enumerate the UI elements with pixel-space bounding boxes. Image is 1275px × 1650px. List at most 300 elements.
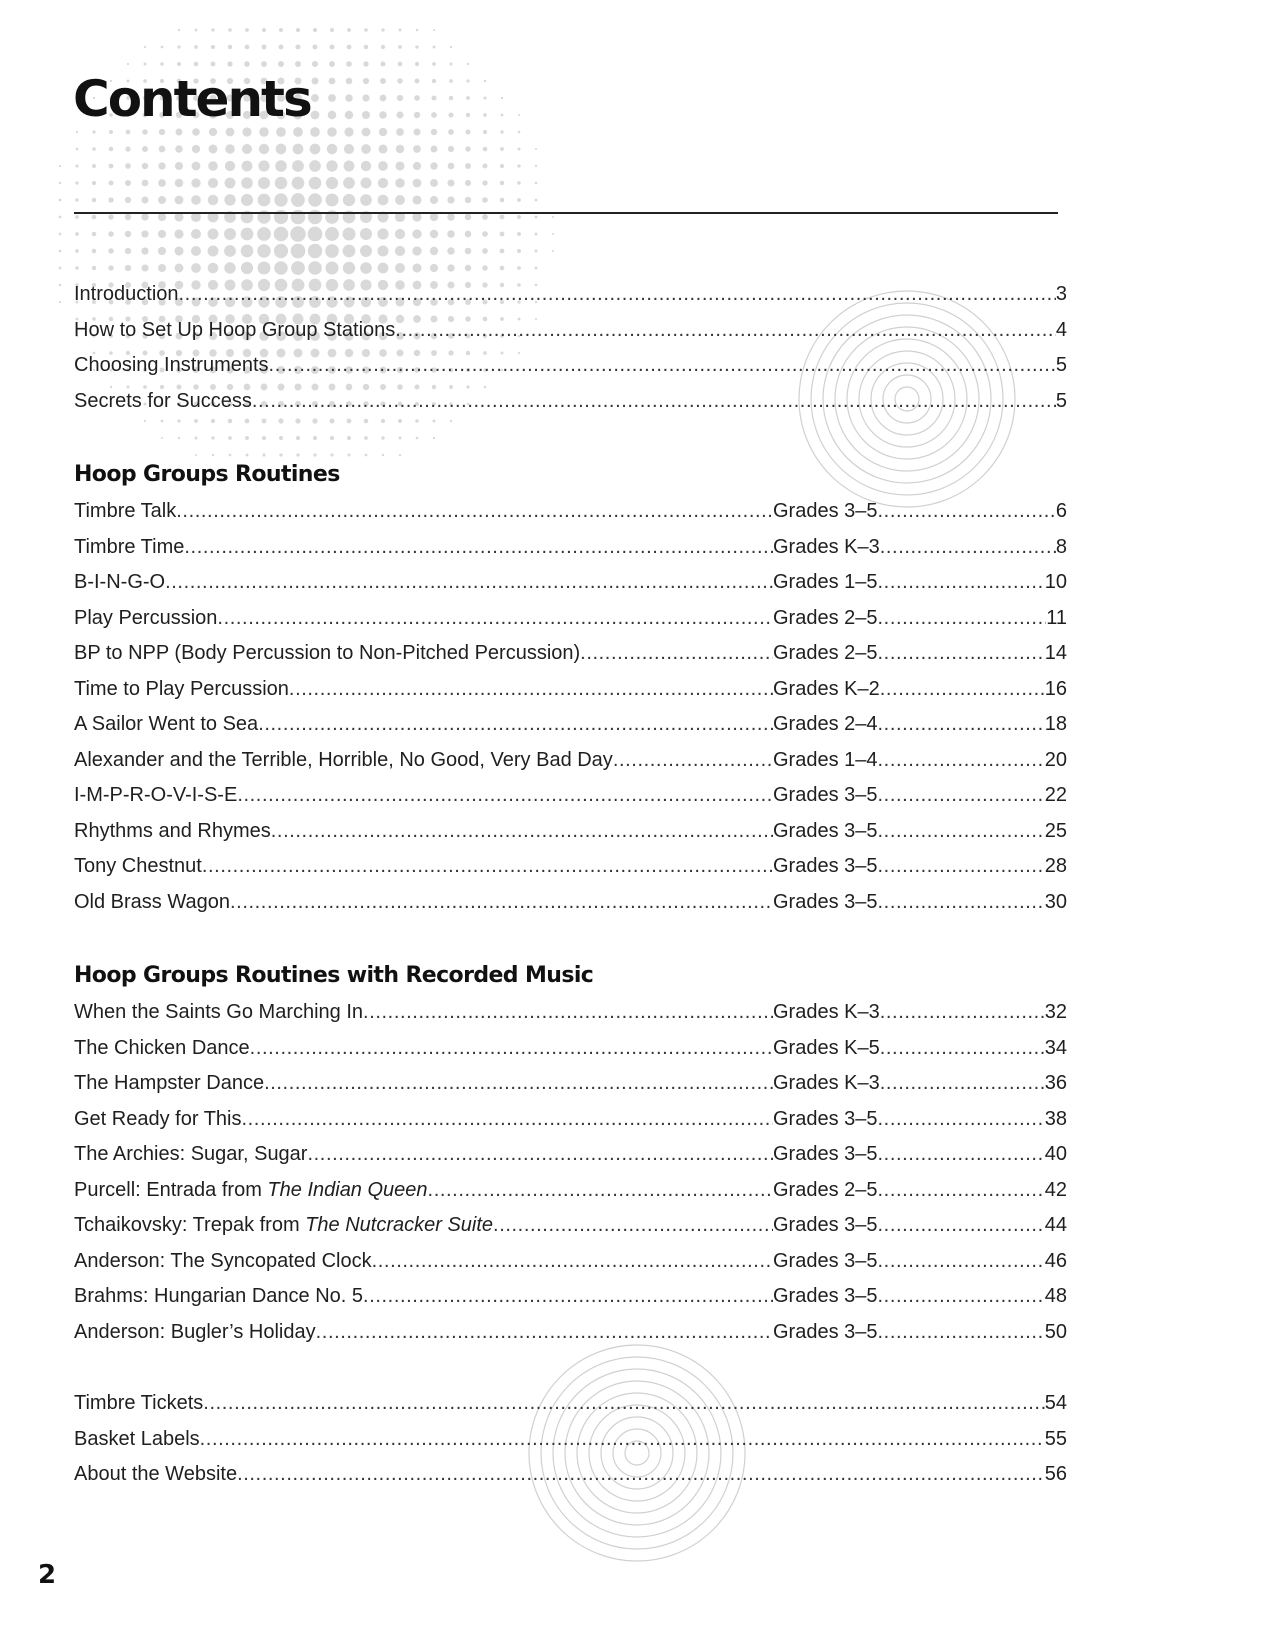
entry-page: 14 — [1044, 642, 1067, 664]
halftone-dot — [175, 179, 184, 188]
halftone-dot — [416, 29, 419, 32]
halftone-dot — [517, 266, 521, 270]
toc-entry[interactable] — [74, 530, 1067, 566]
halftone-dot — [278, 61, 284, 67]
halftone-dot — [258, 262, 271, 275]
dot-leader — [878, 849, 1045, 885]
halftone-dot — [258, 194, 271, 207]
halftone-dot — [500, 215, 505, 220]
halftone-dot — [92, 249, 97, 254]
halftone-dot — [518, 131, 521, 134]
halftone-dot — [108, 231, 114, 237]
halftone-dot — [397, 78, 402, 83]
entry-left — [74, 995, 773, 1031]
halftone-dot — [483, 147, 488, 152]
halftone-dot — [127, 63, 129, 65]
halftone-dot — [59, 182, 61, 184]
halftone-dot — [433, 46, 436, 49]
halftone-dot — [344, 144, 354, 154]
halftone-dot — [483, 130, 487, 134]
halftone-dot — [292, 177, 305, 190]
toc-entry[interactable] — [74, 1315, 1067, 1351]
toc-entry-secrets-for-success[interactable] — [74, 384, 1067, 420]
halftone-dot — [241, 177, 253, 189]
halftone-dot — [158, 264, 166, 272]
halftone-dot — [483, 113, 487, 117]
halftone-dot — [159, 146, 166, 153]
halftone-dot — [76, 131, 78, 133]
halftone-dot — [415, 62, 419, 66]
halftone-dot — [535, 250, 538, 253]
halftone-dot — [483, 96, 486, 99]
halftone-dot — [329, 61, 335, 67]
dot-leader — [878, 1137, 1045, 1173]
halftone-dot — [174, 246, 183, 255]
toc-entry[interactable] — [74, 743, 1067, 779]
toc-entry[interactable] — [74, 565, 1067, 601]
halftone-dot — [308, 261, 322, 275]
halftone-dot — [75, 164, 78, 167]
halftone-dot — [413, 145, 421, 153]
toc-entry[interactable] — [74, 1208, 1067, 1244]
halftone-dot — [447, 196, 454, 203]
halftone-dot — [518, 148, 521, 151]
halftone-dot — [329, 78, 336, 85]
halftone-dot — [275, 177, 288, 190]
halftone-dot — [295, 44, 300, 49]
toc-entry[interactable] — [74, 995, 1067, 1031]
halftone-dot — [194, 62, 199, 67]
entry-page: 56 — [1044, 1463, 1067, 1485]
entry-title: Secrets for Success — [74, 389, 252, 412]
halftone-dot — [362, 111, 370, 119]
halftone-dot — [125, 265, 131, 271]
halftone-dot — [308, 227, 323, 242]
halftone-dot — [92, 181, 96, 185]
halftone-dot — [195, 29, 198, 32]
halftone-dot — [377, 245, 388, 256]
halftone-dot — [396, 111, 403, 118]
entry-title: BP to NPP (Body Percussion to Non-Pitched Percussion) — [74, 642, 581, 664]
halftone-dot — [262, 45, 267, 50]
halftone-dot — [347, 28, 351, 32]
entry-right — [773, 1031, 1067, 1067]
entry-left — [74, 1102, 773, 1138]
dot-leader — [878, 1315, 1045, 1351]
halftone-dot — [108, 180, 113, 185]
halftone-dot — [343, 228, 356, 241]
halftone-dot — [430, 179, 438, 187]
dot-leader — [880, 995, 1045, 1031]
dot-leader — [880, 672, 1045, 708]
halftone-dot — [174, 229, 183, 238]
entry-page: 46 — [1044, 1249, 1067, 1272]
halftone-dot — [328, 94, 336, 102]
dot-leader — [363, 1279, 773, 1315]
entry-grades: Grades 3–5 — [773, 1143, 878, 1165]
halftone-dot — [430, 213, 438, 221]
halftone-dot — [377, 228, 388, 239]
toc-entry[interactable] — [74, 494, 1067, 530]
halftone-dot — [241, 194, 253, 206]
entry-title: I-M-P-R-O-V-I-S-E — [74, 784, 238, 806]
halftone-dot — [245, 28, 249, 32]
halftone-dot — [245, 45, 250, 50]
halftone-dot — [500, 266, 505, 271]
halftone-dot — [378, 178, 388, 188]
halftone-dot — [399, 29, 402, 32]
halftone-dot — [449, 62, 452, 65]
halftone-dot — [59, 233, 62, 236]
halftone-dot — [208, 246, 219, 257]
halftone-dot — [92, 232, 97, 237]
halftone-dot — [414, 95, 420, 101]
halftone-dot — [378, 144, 387, 153]
halftone-dot — [413, 179, 422, 188]
dot-leader — [395, 313, 1056, 349]
entry-grades: Grades 2–4 — [773, 713, 878, 735]
table-of-contents — [74, 277, 1067, 1493]
entry-left — [74, 707, 773, 743]
halftone-dot — [500, 130, 503, 133]
toc-entry-introduction[interactable] — [74, 277, 1067, 313]
entry-left — [74, 1066, 773, 1102]
halftone-dot — [517, 181, 521, 185]
dot-leader — [179, 277, 1056, 313]
halftone-dot — [274, 227, 289, 242]
entry-right — [773, 601, 1067, 637]
dot-leader — [878, 565, 1045, 601]
dot-leader — [878, 707, 1045, 743]
halftone-dot — [449, 96, 453, 100]
halftone-dot — [500, 249, 505, 254]
toc-entry[interactable] — [74, 814, 1067, 850]
entry-grades: Grades K–3 — [773, 535, 880, 558]
halftone-dot — [415, 45, 418, 48]
title-divider — [74, 212, 1058, 214]
halftone-dot — [59, 284, 62, 287]
halftone-dot — [412, 263, 421, 272]
entry-title: Anderson: The Syncopated Clock — [74, 1249, 372, 1272]
halftone-dot — [448, 163, 455, 170]
entry-page: 6 — [1055, 500, 1067, 522]
toc-entry[interactable] — [74, 1137, 1067, 1173]
halftone-dot — [326, 177, 338, 189]
halftone-dot — [92, 215, 97, 220]
halftone-dot — [395, 263, 405, 273]
halftone-dot — [244, 61, 250, 67]
halftone-dot — [517, 215, 521, 219]
halftone-dot — [447, 179, 454, 186]
halftone-dot — [259, 144, 269, 154]
halftone-dot — [466, 130, 471, 135]
entry-page: 28 — [1044, 855, 1067, 877]
halftone-dot — [364, 45, 369, 50]
halftone-dot — [224, 262, 235, 273]
halftone-dot — [92, 130, 95, 133]
halftone-dot — [447, 264, 454, 271]
entry-grades: Grades 1–5 — [773, 571, 878, 593]
halftone-dot — [208, 229, 219, 240]
toc-entry[interactable] — [74, 1031, 1067, 1067]
entry-left — [74, 565, 773, 601]
halftone-dot — [328, 111, 337, 120]
entry-right — [773, 778, 1067, 814]
entry-left — [74, 814, 773, 850]
entry-title: Alexander and the Terrible, Horrible, No Good, Very Bad Day — [74, 748, 613, 771]
dot-leader — [184, 530, 773, 566]
dot-leader — [217, 601, 773, 637]
halftone-dot — [141, 247, 148, 254]
entry-left — [74, 530, 773, 566]
halftone-dot — [535, 199, 538, 202]
halftone-dot — [413, 162, 421, 170]
entry-page: 16 — [1044, 677, 1067, 700]
toc-entry[interactable] — [74, 1279, 1067, 1315]
entry-right — [773, 814, 1067, 850]
dot-leader — [241, 1102, 773, 1138]
dot-leader — [200, 1422, 1045, 1458]
toc-entry-choosing-instruments[interactable] — [74, 348, 1067, 384]
halftone-dot — [360, 262, 372, 274]
halftone-dot — [361, 161, 371, 171]
halftone-dot — [142, 163, 148, 169]
entry-right — [773, 995, 1067, 1031]
halftone-dot — [276, 144, 287, 155]
entry-left — [74, 1244, 773, 1280]
toc-entry[interactable] — [74, 1173, 1067, 1209]
dot-leader — [202, 849, 773, 885]
halftone-dot — [448, 112, 453, 117]
halftone-dot — [158, 179, 166, 187]
entry-left — [74, 1208, 773, 1244]
halftone-dot — [144, 46, 146, 48]
entry-left — [74, 1173, 773, 1209]
dot-leader — [580, 636, 773, 672]
dot-leader — [878, 743, 1045, 779]
halftone-dot — [379, 111, 387, 119]
halftone-dot — [362, 128, 371, 137]
halftone-dot — [344, 127, 353, 136]
halftone-dot — [59, 165, 61, 167]
entry-title: Anderson: Bugler’s Holiday — [74, 1320, 316, 1343]
halftone-dot — [414, 112, 420, 118]
entry-title-prefix: Tchaikovsky: Trepak from — [74, 1214, 306, 1236]
halftone-dot — [275, 160, 287, 172]
entry-left — [74, 778, 773, 814]
halftone-dot — [330, 45, 335, 50]
entry-right — [773, 636, 1067, 672]
dot-leader — [613, 743, 773, 779]
entry-right — [773, 1244, 1067, 1280]
entry-page: 10 — [1044, 571, 1067, 593]
entry-title: Timbre Time — [74, 535, 185, 558]
halftone-dot — [295, 61, 301, 67]
halftone-dot — [108, 248, 113, 253]
entry-title: Tony Chestnut — [74, 855, 202, 877]
halftone-dot — [381, 28, 384, 31]
halftone-dot — [141, 230, 148, 237]
halftone-dot — [430, 264, 438, 272]
halftone-dot — [313, 28, 317, 32]
section-heading-routines: Hoop Groups Routines — [74, 462, 340, 487]
halftone-dot — [108, 265, 113, 270]
halftone-dot — [535, 148, 537, 150]
halftone-dot — [92, 164, 96, 168]
halftone-dot — [552, 233, 554, 235]
entry-page: 11 — [1046, 606, 1067, 629]
halftone-dot — [346, 61, 352, 67]
halftone-dot — [326, 194, 339, 207]
halftone-dot — [325, 261, 338, 274]
halftone-dot — [535, 182, 538, 185]
halftone-dot — [415, 79, 420, 84]
halftone-dot — [225, 144, 235, 154]
halftone-dot — [364, 28, 368, 32]
halftone-dot — [228, 45, 232, 49]
halftone-dot — [242, 127, 251, 136]
halftone-dot — [211, 28, 214, 31]
toc-entry-basket-labels[interactable] — [74, 1422, 1067, 1458]
entry-left — [74, 636, 773, 672]
toc-entry[interactable] — [74, 601, 1067, 637]
halftone-dot — [465, 146, 470, 151]
entry-title-prefix: Purcell: Entrada from — [74, 1178, 268, 1201]
halftone-dot — [175, 264, 184, 273]
dot-leader — [878, 601, 1047, 637]
halftone-dot — [312, 44, 317, 49]
toc-entry[interactable] — [74, 1102, 1067, 1138]
entry-title: Introduction — [74, 283, 179, 305]
halftone-dot — [552, 216, 554, 218]
halftone-dot — [449, 79, 453, 83]
dot-leader — [237, 778, 773, 814]
halftone-dot — [344, 161, 355, 172]
dot-leader — [316, 1315, 773, 1351]
halftone-dot — [261, 61, 267, 67]
entry-grades: Grades 3–5 — [773, 500, 878, 522]
halftone-dot — [141, 213, 148, 220]
halftone-dot — [290, 226, 305, 241]
entry-title: The Archies: Sugar, Sugar — [74, 1143, 308, 1165]
toc-entry[interactable] — [74, 636, 1067, 672]
entry-page: 8 — [1055, 535, 1067, 558]
halftone-dot — [125, 180, 131, 186]
entry-page: 36 — [1044, 1072, 1067, 1094]
halftone-dot — [395, 178, 405, 188]
halftone-dot — [345, 111, 353, 119]
entry-right — [773, 1066, 1067, 1102]
halftone-dot — [75, 198, 79, 202]
halftone-dot — [466, 79, 469, 82]
toc-entry[interactable] — [74, 849, 1067, 885]
entry-page: 20 — [1044, 748, 1067, 771]
entry-title: Timbre Talk — [74, 500, 177, 522]
halftone-dot — [211, 45, 215, 49]
entry-title: Old Brass Wagon — [74, 890, 230, 913]
entry-grades: Grades 2–5 — [773, 1178, 878, 1201]
dot-leader — [878, 1208, 1045, 1244]
halftone-dot — [92, 147, 96, 151]
halftone-dot — [430, 162, 437, 169]
entry-page: 54 — [1044, 1392, 1067, 1414]
toc-entry[interactable] — [74, 778, 1067, 814]
entry-title: Choosing Instruments — [74, 354, 269, 376]
toc-entry[interactable] — [74, 672, 1067, 708]
halftone-dot — [501, 97, 503, 99]
entry-grades: Grades 3–5 — [773, 784, 878, 806]
halftone-dot — [279, 28, 283, 32]
halftone-dot — [517, 249, 521, 253]
halftone-dot — [395, 229, 405, 239]
halftone-dot — [75, 215, 79, 219]
toc-entry[interactable] — [74, 1244, 1067, 1280]
entry-page: 5 — [1055, 389, 1067, 412]
dot-leader — [493, 1208, 773, 1244]
halftone-dot — [75, 181, 78, 184]
halftone-dot — [310, 144, 321, 155]
halftone-dot — [447, 247, 455, 255]
routines-list — [74, 494, 1067, 920]
page-number: 2 — [38, 1560, 57, 1590]
entry-grades: Grades K–3 — [773, 1001, 880, 1023]
toc-entry-hoop-group-stations[interactable] — [74, 313, 1067, 349]
toc-entry[interactable] — [74, 885, 1067, 921]
halftone-dot — [208, 178, 218, 188]
toc-entry[interactable] — [74, 707, 1067, 743]
entry-right — [773, 743, 1067, 779]
entry-page: 32 — [1044, 1001, 1067, 1023]
halftone-dot — [380, 95, 387, 102]
entry-grades: Grades K–5 — [773, 1036, 880, 1059]
entry-title: Rhythms and Rhymes — [74, 819, 271, 842]
toc-entry[interactable] — [74, 1066, 1067, 1102]
halftone-dot — [108, 214, 113, 219]
halftone-dot — [158, 162, 165, 169]
halftone-dot — [192, 145, 200, 153]
halftone-dot — [431, 146, 438, 153]
dot-leader — [264, 1066, 773, 1102]
halftone-dot — [225, 178, 236, 189]
halftone-dot — [125, 248, 131, 254]
halftone-dot — [465, 163, 471, 169]
halftone-dot — [517, 198, 521, 202]
halftone-dot — [194, 45, 198, 49]
toc-entry-about-website[interactable] — [74, 1457, 1067, 1493]
entry-title: Get Ready for This — [74, 1107, 242, 1130]
halftone-dot — [482, 180, 487, 185]
halftone-dot — [360, 245, 372, 257]
halftone-dot — [501, 114, 504, 117]
entry-page: 25 — [1044, 819, 1067, 842]
halftone-dot — [274, 244, 288, 258]
halftone-dot — [241, 262, 253, 274]
halftone-dot — [291, 261, 305, 275]
halftone-dot — [326, 160, 337, 171]
halftone-dot — [92, 198, 96, 202]
dot-leader — [307, 1137, 773, 1173]
halftone-dot — [484, 80, 487, 83]
dot-leader — [258, 707, 773, 743]
entry-title: The Chicken Dance — [74, 1036, 250, 1059]
halftone-dot — [312, 78, 319, 85]
halftone-dot — [125, 197, 131, 203]
halftone-dot — [278, 44, 283, 49]
dot-leader — [878, 1279, 1045, 1315]
entry-right — [773, 1279, 1067, 1315]
toc-entry-timbre-tickets[interactable] — [74, 1386, 1067, 1422]
halftone-dot — [291, 193, 305, 207]
